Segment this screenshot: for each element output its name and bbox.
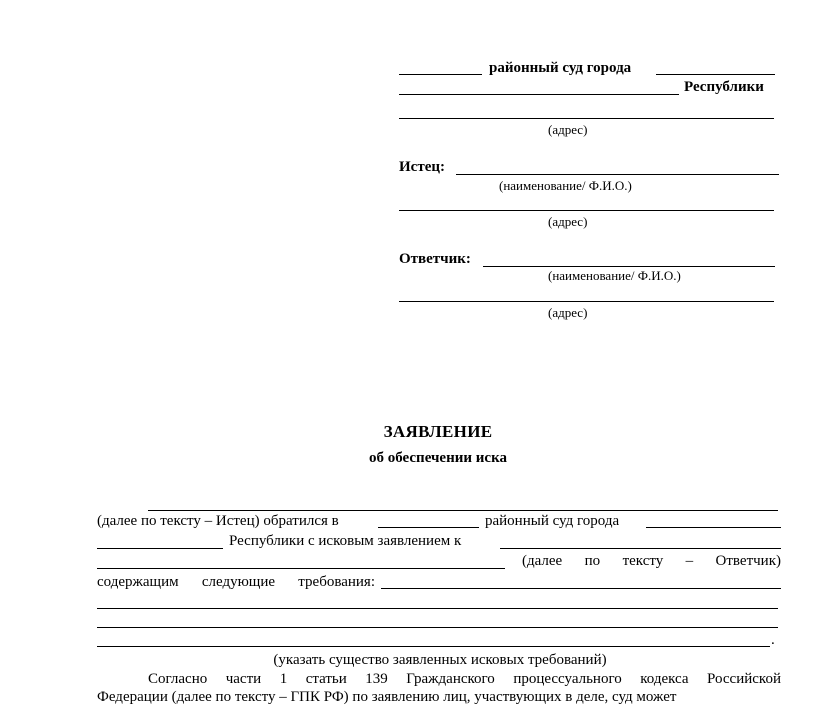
word: следующие [201,574,276,590]
word: Гражданского [406,671,495,687]
word: Ответчик) [715,553,781,569]
court-name-blank-body [378,527,479,528]
court-name-blank [399,74,482,75]
paragraph-line2: Федерации (далее по тексту – ГПК РФ) по заявлению лиц, участвующих в деле, суд может [97,689,677,705]
word: тексту [622,553,664,569]
word: Согласно [148,671,208,687]
defendant-label: Ответчик: [399,251,471,267]
claims-hint: (указать существо заявленных исковых требований) [273,652,607,668]
plaintiff-address-blank [399,210,774,211]
word: процессуального [513,671,622,687]
claims-blank-2 [97,608,778,609]
claims-end-dot: . [771,632,775,648]
applicant-name-blank [148,510,778,511]
word: статьи [305,671,347,687]
word: части [225,671,262,687]
defendant-name-hint: (наименование/ Ф.И.О.) [548,268,681,283]
defendant-blank-body [500,548,781,549]
republic-label: Республики [684,79,764,95]
republic-blank-body [97,548,223,549]
body-line3 [522,552,781,570]
body-line1-start: (далее по тексту – Истец) обратился в [97,513,339,529]
court-city-blank [656,74,775,75]
body-line4 [97,573,375,591]
body-line1-court: районный суд города [485,513,620,529]
city-blank-body [646,527,781,528]
word: требования: [298,574,375,590]
plaintiff-name-blank [456,174,779,175]
word: 139 [365,671,388,687]
plaintiff-address-hint: (адрес) [548,214,588,229]
word: Российской [707,671,781,687]
court-address-hint: (адрес) [548,122,588,137]
defendant-blank-body-2 [97,568,505,569]
defendant-address-blank [399,301,774,302]
word: кодекса [640,671,689,687]
claims-blank-3 [97,627,778,628]
claims-blank-1 [381,588,781,589]
document-title: ЗАЯВЛЕНИЕ [383,422,493,441]
word: – [685,553,694,569]
claims-blank-4 [97,646,770,647]
paragraph-line1 [148,670,781,688]
word: по [584,553,601,569]
court-address-blank [399,118,774,119]
body-line2: Республики с исковым заявлением к [229,533,462,549]
word: содержащим [97,574,179,590]
court-label: районный суд города [489,60,632,76]
plaintiff-label: Истец: [399,159,445,175]
document-subtitle: об обеспечении иска [369,450,507,466]
republic-blank [399,94,679,95]
defendant-address-hint: (адрес) [548,305,588,320]
word: 1 [279,671,288,687]
plaintiff-name-hint: (наименование/ Ф.И.О.) [499,178,632,193]
word: (далее [522,553,563,569]
